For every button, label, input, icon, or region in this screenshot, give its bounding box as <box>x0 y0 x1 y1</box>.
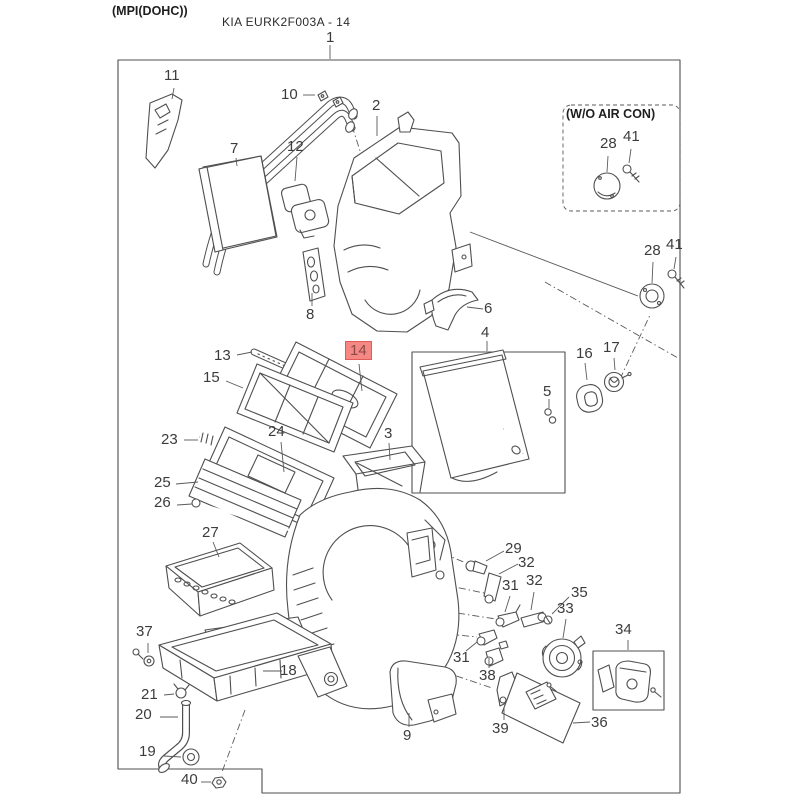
inset-title: (W/O AIR CON) <box>566 107 656 121</box>
callout-1[interactable]: 1 <box>326 29 335 46</box>
callout-35[interactable]: 35 <box>571 584 588 601</box>
part-31-crank-a <box>496 605 520 627</box>
callout-37[interactable]: 37 <box>136 623 153 640</box>
callout-41-main[interactable]: 41 <box>666 236 683 253</box>
callout-18[interactable]: 18 <box>280 662 297 679</box>
part-19-grommet <box>183 749 199 765</box>
callout-33[interactable]: 33 <box>557 600 574 617</box>
part-27-tray <box>166 543 274 616</box>
callout-24[interactable]: 24 <box>268 423 285 440</box>
callout-27[interactable]: 27 <box>202 524 219 541</box>
part-21-clamp <box>174 684 189 698</box>
part-37-screw-washer <box>133 649 154 666</box>
part-28-cover-inset <box>594 173 620 199</box>
callout-26[interactable]: 26 <box>154 494 171 511</box>
callout-38[interactable]: 38 <box>479 667 496 684</box>
part-4-evaporator-box <box>412 350 565 493</box>
callout-32-b[interactable]: 32 <box>526 572 543 589</box>
callout-36[interactable]: 36 <box>591 714 608 731</box>
callout-31-a[interactable]: 31 <box>502 577 519 594</box>
callout-3[interactable]: 3 <box>384 425 393 442</box>
callout-15[interactable]: 15 <box>203 369 220 386</box>
part-35-clip <box>544 616 552 624</box>
callout-21[interactable]: 21 <box>141 686 158 703</box>
callout-19[interactable]: 19 <box>139 743 156 760</box>
callout-9[interactable]: 9 <box>403 727 412 744</box>
engine-note: (MPI(DOHC)) <box>112 4 188 18</box>
part-31-crank-b <box>477 630 497 645</box>
callout-5[interactable]: 5 <box>543 383 552 400</box>
callout-4[interactable]: 4 <box>481 324 490 341</box>
part-33-actuator <box>542 636 585 677</box>
callout-40[interactable]: 40 <box>181 771 198 788</box>
callout-2[interactable]: 2 <box>372 97 381 114</box>
callout-39[interactable]: 39 <box>492 720 509 737</box>
callout-23[interactable]: 23 <box>161 431 178 448</box>
part-29-sensor <box>466 561 487 574</box>
part-9-duct <box>390 661 456 725</box>
part-36-resistor-plate <box>502 673 580 743</box>
callout-11[interactable]: 11 <box>164 67 180 84</box>
part-32-lever-b <box>521 612 546 627</box>
part-41-screw-main <box>668 270 684 288</box>
part-38-lever <box>485 641 508 666</box>
part-41-screw-inset <box>623 165 639 182</box>
callout-31-b[interactable]: 31 <box>453 649 470 666</box>
part-28-cover-main <box>640 284 664 308</box>
part-34-actuator-box <box>593 651 664 710</box>
part-16-grommet <box>575 383 605 415</box>
part-17-cap <box>605 372 632 391</box>
part-12-actuator <box>280 183 329 238</box>
callout-29[interactable]: 29 <box>505 540 522 557</box>
callout-17[interactable]: 17 <box>603 339 620 356</box>
callout-20[interactable]: 20 <box>135 706 152 723</box>
callout-25[interactable]: 25 <box>154 474 171 491</box>
callout-28-main[interactable]: 28 <box>644 242 661 259</box>
callout-41-inset[interactable]: 41 <box>623 128 640 145</box>
callout-34[interactable]: 34 <box>615 621 632 638</box>
callout-8[interactable]: 8 <box>306 306 315 323</box>
callout-14-highlighted[interactable]: 14 <box>345 341 372 360</box>
callout-32-a[interactable]: 32 <box>518 554 535 571</box>
part-8-gasket <box>303 248 325 301</box>
diagram-title: KIA EURK2F003A - 14 <box>222 15 351 29</box>
callout-7[interactable]: 7 <box>230 140 239 157</box>
callout-13[interactable]: 13 <box>214 347 231 364</box>
part-40-nut <box>212 777 226 788</box>
callout-12[interactable]: 12 <box>287 138 304 155</box>
callout-10[interactable]: 10 <box>281 86 298 103</box>
callout-16[interactable]: 16 <box>576 345 593 362</box>
part-32-lever-a <box>484 573 501 603</box>
part-11-bracket <box>146 94 182 168</box>
callout-28-inset[interactable]: 28 <box>600 135 617 152</box>
callout-6[interactable]: 6 <box>484 300 493 317</box>
